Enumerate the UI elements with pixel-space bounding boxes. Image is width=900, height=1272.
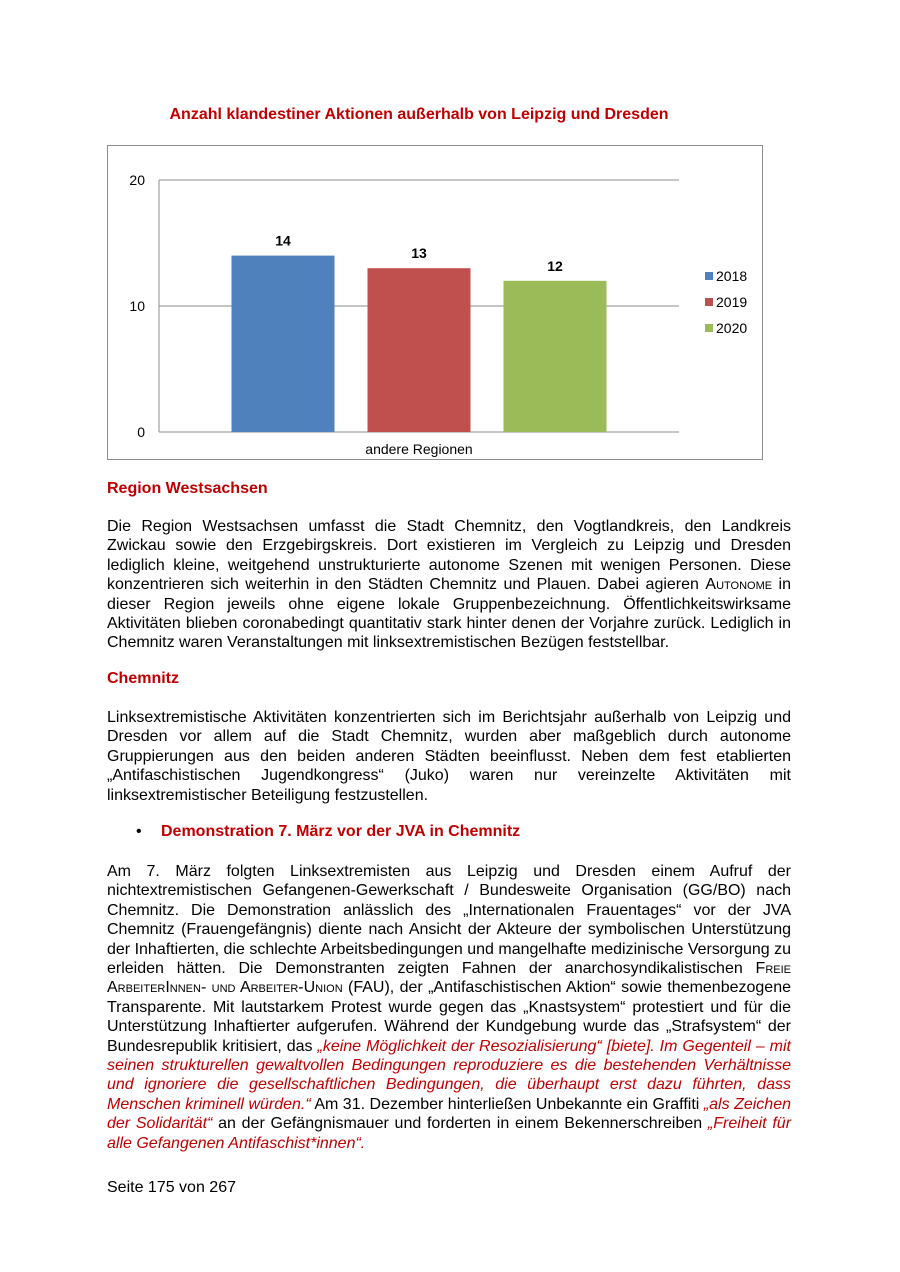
text-run: Die Region Westsachsen umfasst die Stadt Chemnitz, den Vogtlandkreis, den Landkreis Zwickau sowie den Erzgebirgskreis. Dort existieren im Vergleich zu Leipzig und Dresden lediglich kleine, weitgehend unstrukturierte autonome Szenen mit wenigen Personen. Diese konzentrieren sich weiterhin in den Städten Chemnitz und Plauen. Dabei agieren	[107, 518, 791, 594]
section-heading-chemnitz: Chemnitz	[107, 670, 179, 687]
legend-swatch-2018	[705, 272, 713, 280]
y-tick-label: 0	[137, 424, 145, 440]
text-run: Am 31. Dezember hinterließen Unbekannte ein Graffiti	[310, 1095, 704, 1113]
bullet-dot: •	[136, 823, 142, 840]
legend-swatch-2020	[705, 324, 713, 332]
data-label: 12	[547, 257, 563, 274]
y-tick-label: 10	[129, 298, 145, 314]
bar-chart	[107, 145, 763, 460]
small-caps-term: Autonome	[705, 576, 773, 594]
legend-label: 2018	[716, 268, 748, 284]
chart-title: Anzahl klandestiner Aktionen außerhalb von Leipzig und Dresden	[169, 106, 669, 123]
x-category-label: andere Regionen	[365, 441, 473, 457]
data-label: 14	[275, 232, 291, 249]
paragraph-chemnitz: Linksextremistische Aktivitäten konzentrierten sich im Berichtsjahr außerhalb von Leipzig und Dresden vor allem auf die Stadt Chemnitz, wurden aber maßgeblich durch autonome Gruppierungen aus den beiden anderen Städten beeinflusst. Neben dem fest etablierten „Antifaschistischen Jugendkongress“ (Juko) waren nur vereinzelte Aktivitäten mit linksextremistischer Beteiligung festzustellen.	[107, 709, 791, 804]
small-caps-term: Freie ArbeiterInnen- und Arbeiter-Union	[107, 960, 791, 997]
legend-swatch-2019	[705, 298, 713, 306]
bar-2019	[368, 268, 471, 432]
legend-label: 2020	[716, 320, 748, 336]
text-run: Am 7. März folgten Linksextremisten aus Leipzig und Dresden einem Aufruf der nichtextremistischen Gefangenen-Gewerkschaft / Bundesweite Organisation (GG/BO) nach Chemnitz. Die Demonstration anlässlich des „Internationalen Frauentages“ vor der JVA Chemnitz (Frauengefängnis) diente nach Ansicht der Akteure der symbolischen Unterstützung der Inhaftierten, die schlechte Arbeitsbedingungen und mangelhafte medizinische Versorgung zu erleiden hätten. Die Demonstranten zeigten Fahnen der anarchosyndikalistischen	[107, 863, 792, 978]
data-label: 13	[411, 245, 427, 262]
bar-2018	[232, 256, 335, 432]
text-run: in dieser Region jeweils ohne eigene lokale Gruppenbezeichnung. Öffentlichkeitswirksame Aktivitäten blieben coronabedingt quantitativ stark hinter denen der Vorjahre zurück. Lediglich in Chemnitz waren Veranstaltungen mit linksextremistischen Bezügen feststellbar.	[107, 576, 791, 652]
y-tick-label: 20	[129, 172, 145, 188]
chart-canvas	[108, 146, 764, 461]
paragraph-westsachsen	[107, 517, 791, 653]
bullet-item	[136, 823, 520, 841]
paragraph-demonstration	[107, 862, 791, 1153]
bullet-heading: Demonstration 7. März vor der JVA in Chemnitz	[161, 823, 521, 840]
page-footer: Seite 175 von 267	[107, 1179, 236, 1196]
quote: „als Zeichen der Solidarität“	[107, 1095, 791, 1133]
quote: „Freiheit für alle Gefangenen Antifaschist*innen“.	[107, 1115, 792, 1152]
bar-2020	[504, 281, 607, 432]
text-run: an der Gefängnismauer und forderten in einem Bekennerschreiben	[212, 1115, 708, 1133]
text-run: (FAU), der „Antifaschistischen Aktion“ sowie themenbezogene Transparente. Mit lautstarkem Protest wurde gegen das „Knastsystem“ protestiert und für die Unterstützung Inhaftierter aufgerufen. Während der Kundgebung wurde das „Strafsystem“ der Bundesrepublik kritisiert, das	[107, 979, 791, 1055]
legend-label: 2019	[716, 294, 748, 310]
section-heading-westsachsen: Region Westsachsen	[107, 480, 268, 497]
quote: „keine Möglichkeit der Resozialisierung“ [biete]. Im Gegenteil – mit seinen strukturellen gewaltvollen Bedingungen reproduziere es die bestehenden Verhältnisse und ignoriere die gesellschaftlichen Bedingungen, die überhaupt erst dazu führten, dass Menschen kriminell würden.“	[107, 1037, 792, 1113]
